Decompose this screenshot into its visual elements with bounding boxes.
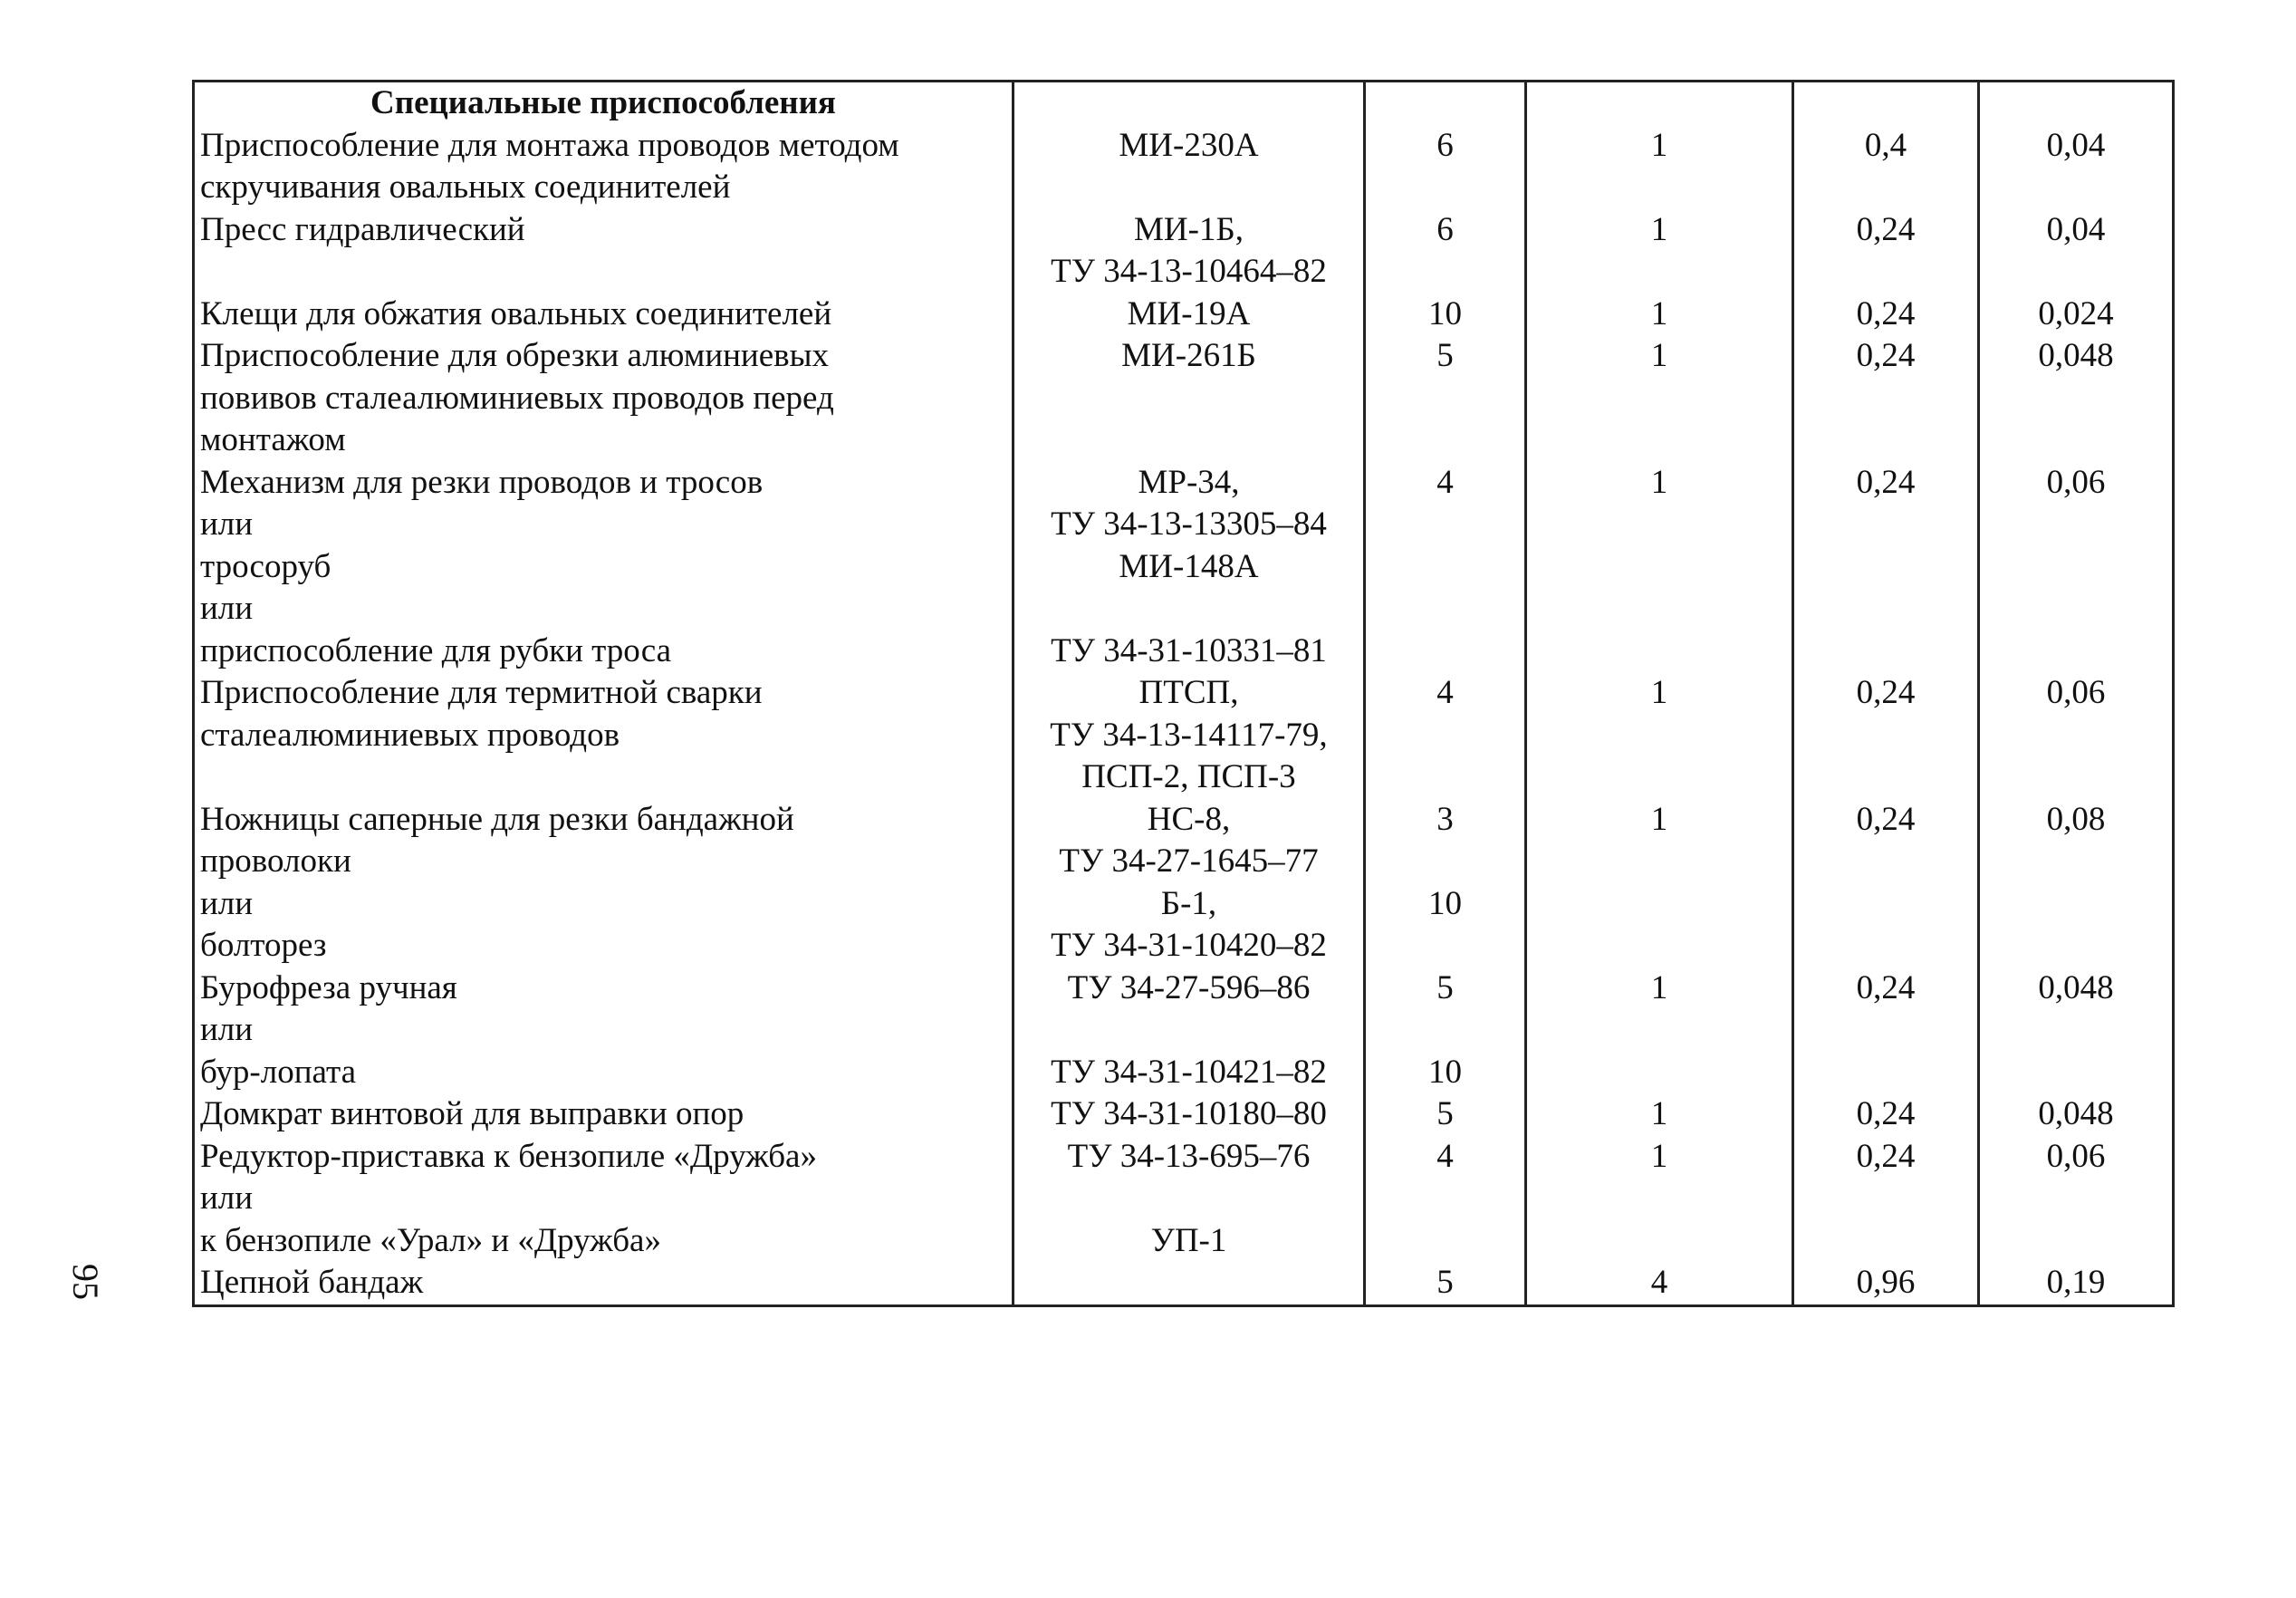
cell-designation	[1014, 209, 1365, 294]
cell-line	[1532, 1052, 1786, 1094]
cell-line: ТУ 34-31-10421–82	[1051, 1053, 1327, 1091]
cell-col6	[1979, 1262, 2174, 1305]
cell-line: Клещи для обжатия овальных соединителей	[200, 294, 832, 332]
cell-line: или	[200, 884, 254, 922]
cell-designation	[1014, 1262, 1365, 1305]
cell-line	[1532, 167, 1786, 209]
cell-line: ПТСП,	[1138, 674, 1239, 711]
cell-col4	[1526, 967, 1793, 1094]
cell-line: 4	[1436, 1137, 1454, 1175]
cell-line: ТУ 34-27-596–86	[1067, 968, 1311, 1006]
cell-line: 4	[1436, 674, 1454, 711]
cell-line: 0,06	[2046, 1137, 2106, 1175]
cell-line	[1532, 1009, 1786, 1052]
cell-line	[1532, 631, 1786, 673]
cell-line: 1	[1650, 210, 1668, 248]
cell-line: ТУ 34-13-13305–84	[1051, 505, 1327, 543]
cell-col3	[1365, 335, 1526, 462]
cell-line: Ножницы саперные для резки бандажной	[200, 800, 794, 838]
cell-line	[1532, 756, 1786, 799]
cell-line: бур-лопата	[200, 1053, 357, 1091]
cell-line	[1532, 925, 1786, 967]
cell-line: или	[200, 505, 254, 543]
cell-col5	[1793, 125, 1979, 209]
cell-col3	[1365, 462, 1526, 673]
cell-col4	[1526, 1262, 1793, 1305]
cell-col3	[1365, 1136, 1526, 1263]
cell-line: 0,06	[2046, 674, 2106, 711]
cell-line: 3	[1436, 800, 1454, 838]
cell-line: 0,04	[2046, 126, 2106, 164]
equipment-table	[192, 80, 2175, 1307]
cell-line	[1985, 756, 2166, 799]
cell-name	[194, 799, 1014, 967]
cell-line	[1532, 841, 1786, 883]
cell-line	[1800, 378, 1972, 420]
cell-line	[1532, 419, 1786, 462]
cell-line: Механизм для резки проводов и тросов	[200, 463, 764, 501]
cell-line	[1371, 1009, 1519, 1052]
cell-line	[1800, 419, 1972, 462]
cell-line: Бурофреза ручная	[200, 968, 457, 1006]
cell-line: 5	[1436, 1264, 1454, 1301]
table-row	[194, 1136, 2174, 1263]
cell-line	[1371, 251, 1519, 294]
cell-line	[1532, 546, 1786, 589]
cell-line	[1985, 925, 2166, 967]
cell-line	[1532, 504, 1786, 546]
cell-line: 4	[1650, 1264, 1668, 1301]
table-row	[194, 209, 2174, 294]
cell-line: повивов сталеалюминиевых проводов перед	[200, 379, 834, 417]
cell-col5	[1793, 335, 1979, 462]
cell-line: 1	[1650, 294, 1668, 332]
cell-line: Редуктор-приставка к бензопиле «Дружба»	[200, 1137, 817, 1175]
cell-line: 0,24	[1856, 463, 1916, 501]
cell-line: МИ-1Б,	[1134, 210, 1244, 248]
empty-cell	[1014, 82, 1365, 125]
cell-col4	[1526, 209, 1793, 294]
cell-line	[1532, 251, 1786, 294]
cell-name	[194, 1136, 1014, 1263]
table-row	[194, 125, 2174, 209]
cell-col4	[1526, 1093, 1793, 1136]
cell-designation	[1014, 335, 1365, 462]
cell-col3	[1365, 672, 1526, 799]
cell-line: проволоки	[200, 842, 351, 880]
table-row	[194, 799, 2174, 967]
cell-col3	[1365, 1093, 1526, 1136]
cell-line: Приспособление для монтажа проводов методом	[200, 126, 899, 164]
cell-line: 0,048	[2038, 968, 2114, 1006]
empty-cell	[1526, 82, 1793, 125]
cell-line	[1371, 167, 1519, 209]
cell-designation	[1014, 799, 1365, 967]
cell-line: УП-1	[1150, 1221, 1227, 1259]
cell-name	[194, 125, 1014, 209]
cell-line: 0,24	[1856, 210, 1916, 248]
cell-col5	[1793, 1136, 1979, 1263]
cell-name	[194, 1093, 1014, 1136]
cell-line: МИ-148А	[1119, 547, 1259, 585]
cell-designation	[1014, 125, 1365, 209]
cell-line: 0,24	[1856, 294, 1916, 332]
cell-col6	[1979, 209, 2174, 294]
cell-line: 0,24	[1856, 968, 1916, 1006]
cell-line	[1532, 1178, 1786, 1220]
cell-col3	[1365, 1262, 1526, 1305]
cell-line: ТУ 34-31-10180–80	[1051, 1095, 1327, 1132]
cell-line	[1020, 378, 1358, 420]
cell-line: 0,24	[1856, 1137, 1916, 1175]
cell-col6	[1979, 1136, 2174, 1263]
cell-line	[1020, 588, 1358, 631]
cell-designation	[1014, 672, 1365, 799]
cell-line	[1985, 841, 2166, 883]
cell-designation	[1014, 462, 1365, 673]
cell-line: 0,04	[2046, 210, 2106, 248]
empty-cell	[1793, 82, 1979, 125]
cell-line	[1800, 504, 1972, 546]
cell-col3	[1365, 799, 1526, 967]
cell-line: 5	[1436, 968, 1454, 1006]
cell-line	[1800, 925, 1972, 967]
cell-designation	[1014, 294, 1365, 336]
cell-line	[1020, 1262, 1358, 1304]
cell-line: 5	[1436, 337, 1454, 374]
cell-name	[194, 335, 1014, 462]
table-row	[194, 967, 2174, 1094]
cell-line	[1800, 631, 1972, 673]
cell-line: 0,24	[1856, 800, 1916, 838]
cell-line	[1371, 1220, 1519, 1263]
cell-line: 1	[1650, 126, 1668, 164]
cell-line: 1	[1650, 674, 1668, 711]
cell-line: Б-1,	[1160, 884, 1217, 922]
cell-line: 0,96	[1856, 1264, 1916, 1301]
cell-line	[1985, 251, 2166, 294]
cell-col4	[1526, 799, 1793, 967]
cell-line: ТУ 34-13-14117-79,	[1050, 716, 1328, 754]
cell-line	[1371, 546, 1519, 589]
cell-line	[1985, 1220, 2166, 1263]
cell-line: Приспособление для термитной сварки	[200, 674, 763, 711]
cell-line: 1	[1650, 463, 1668, 501]
cell-col5	[1793, 799, 1979, 967]
cell-col6	[1979, 125, 2174, 209]
table-row	[194, 1262, 2174, 1305]
cell-line	[1532, 1220, 1786, 1263]
cell-line	[1532, 378, 1786, 420]
cell-line	[1800, 546, 1972, 589]
cell-line	[1371, 419, 1519, 462]
cell-line: 0,06	[2046, 463, 2106, 501]
cell-line	[1371, 756, 1519, 799]
cell-col4	[1526, 1136, 1793, 1263]
cell-col5	[1793, 1093, 1979, 1136]
cell-line: 10	[1428, 294, 1462, 332]
cell-col4	[1526, 294, 1793, 336]
cell-line: 5	[1436, 1095, 1454, 1132]
cell-line	[1800, 883, 1972, 926]
cell-col4	[1526, 672, 1793, 799]
cell-line: Пресс гидравлический	[200, 210, 525, 248]
cell-line: 0,24	[1856, 1095, 1916, 1132]
cell-line	[1985, 1052, 2166, 1094]
page-number: 95	[65, 1264, 106, 1300]
cell-col4	[1526, 335, 1793, 462]
cell-col5	[1793, 462, 1979, 673]
cell-line: НС-8,	[1147, 800, 1231, 838]
cell-designation	[1014, 1093, 1365, 1136]
cell-col6	[1979, 462, 2174, 673]
cell-line: 1	[1650, 1137, 1668, 1175]
cell-line	[1371, 631, 1519, 673]
cell-line: к бензопиле «Урал» и «Дружба»	[200, 1221, 661, 1259]
cell-line	[1985, 167, 2166, 209]
cell-line	[1371, 588, 1519, 631]
cell-line: 1	[1650, 1095, 1668, 1132]
cell-line: ПСП-2, ПСП-3	[1081, 758, 1296, 795]
cell-line	[1985, 715, 2166, 757]
cell-name	[194, 967, 1014, 1094]
cell-line	[1020, 1178, 1358, 1220]
cell-line	[1800, 251, 1972, 294]
cell-col6	[1979, 1093, 2174, 1136]
cell-line	[200, 251, 1006, 294]
cell-line	[1985, 546, 2166, 589]
cell-name	[194, 209, 1014, 294]
cell-line	[1020, 167, 1358, 209]
cell-line: 0,24	[1856, 674, 1916, 711]
cell-line	[1985, 588, 2166, 631]
empty-cell	[1365, 82, 1526, 125]
cell-line: 0,4	[1864, 126, 1907, 164]
cell-line: 4	[1436, 463, 1454, 501]
cell-col6	[1979, 967, 2174, 1094]
cell-name	[194, 294, 1014, 336]
table-row	[194, 335, 2174, 462]
cell-line: сталеалюминиевых проводов	[200, 716, 620, 754]
cell-line: ТУ 34-27-1645–77	[1059, 842, 1319, 880]
cell-line: 0,024	[2038, 294, 2114, 332]
cell-line: Приспособление для обрезки алюминиевых	[200, 337, 829, 374]
cell-line: ТУ 34-13-10464–82	[1051, 253, 1327, 290]
cell-line: 1	[1650, 800, 1668, 838]
cell-line: 0,048	[2038, 337, 2114, 374]
cell-line: 1	[1650, 968, 1668, 1006]
cell-col4	[1526, 125, 1793, 209]
cell-line	[1371, 715, 1519, 757]
cell-line	[1985, 378, 2166, 420]
cell-line	[1985, 419, 2166, 462]
cell-col5	[1793, 672, 1979, 799]
cell-line	[1985, 1009, 2166, 1052]
cell-line: Домкрат винтовой для выправки опор	[200, 1095, 745, 1132]
table-row	[194, 1093, 2174, 1136]
cell-line: ТУ 34-31-10420–82	[1051, 927, 1327, 964]
table-row	[194, 672, 2174, 799]
cell-col3	[1365, 294, 1526, 336]
section-title-row	[194, 82, 2174, 125]
cell-line: 0,24	[1856, 337, 1916, 374]
empty-cell	[1979, 82, 2174, 125]
cell-name	[194, 672, 1014, 799]
cell-line	[1371, 378, 1519, 420]
cell-line	[1800, 588, 1972, 631]
cell-line: Цепной бандаж	[200, 1264, 424, 1301]
cell-line: МИ-19А	[1127, 294, 1251, 332]
cell-line	[1532, 883, 1786, 926]
cell-col3	[1365, 125, 1526, 209]
cell-line	[1800, 1178, 1972, 1220]
cell-line	[1532, 715, 1786, 757]
cell-line	[1371, 925, 1519, 967]
cell-line	[1371, 841, 1519, 883]
cell-line	[1371, 1178, 1519, 1220]
table-row	[194, 462, 2174, 673]
cell-line: 0,19	[2046, 1264, 2106, 1301]
cell-line: монтажом	[200, 421, 346, 458]
cell-line	[1800, 756, 1972, 799]
cell-col3	[1365, 209, 1526, 294]
cell-line	[1371, 504, 1519, 546]
cell-line: МИ-230А	[1119, 126, 1259, 164]
cell-line: ТУ 34-31-10331–81	[1051, 631, 1327, 669]
cell-line: 6	[1436, 126, 1454, 164]
cell-line: приспособление для рубки троса	[200, 631, 672, 669]
cell-col6	[1979, 294, 2174, 336]
table-row	[194, 294, 2174, 336]
cell-line: ТУ 34-13-695–76	[1067, 1137, 1311, 1175]
cell-line	[1800, 841, 1972, 883]
cell-line: или	[200, 1011, 254, 1048]
cell-line: или	[200, 590, 254, 627]
cell-line	[1985, 631, 2166, 673]
cell-line	[1020, 419, 1358, 462]
cell-line	[200, 756, 1006, 799]
cell-name	[194, 462, 1014, 673]
cell-name	[194, 1262, 1014, 1305]
cell-line: 0,048	[2038, 1095, 2114, 1132]
cell-col3	[1365, 967, 1526, 1094]
cell-col6	[1979, 335, 2174, 462]
cell-line: или	[200, 1179, 254, 1217]
cell-designation	[1014, 1136, 1365, 1263]
section-title: Специальные приспособления	[194, 82, 1014, 125]
cell-line	[1800, 1009, 1972, 1052]
cell-line	[1020, 1009, 1358, 1052]
cell-line	[1800, 1052, 1972, 1094]
cell-col5	[1793, 294, 1979, 336]
cell-line	[1532, 588, 1786, 631]
cell-line: 0,08	[2046, 800, 2106, 838]
cell-line	[1985, 1178, 2166, 1220]
cell-line: МР-34,	[1138, 463, 1240, 501]
cell-line	[1800, 1220, 1972, 1263]
cell-line: 1	[1650, 337, 1668, 374]
cell-line: 6	[1436, 210, 1454, 248]
cell-col5	[1793, 967, 1979, 1094]
cell-line: тросоруб	[200, 547, 331, 585]
cell-line	[1800, 167, 1972, 209]
cell-line: 10	[1428, 1053, 1462, 1091]
cell-line: МИ-261Б	[1121, 337, 1256, 374]
cell-line: 10	[1428, 884, 1462, 922]
cell-designation	[1014, 967, 1365, 1094]
cell-col5	[1793, 1262, 1979, 1305]
cell-line: скручивания овальных соединителей	[200, 168, 731, 206]
cell-col5	[1793, 209, 1979, 294]
cell-line	[1800, 715, 1972, 757]
cell-col4	[1526, 462, 1793, 673]
cell-line: болторез	[200, 927, 327, 964]
cell-line	[1985, 883, 2166, 926]
cell-line	[1985, 504, 2166, 546]
cell-col6	[1979, 799, 2174, 967]
cell-col6	[1979, 672, 2174, 799]
